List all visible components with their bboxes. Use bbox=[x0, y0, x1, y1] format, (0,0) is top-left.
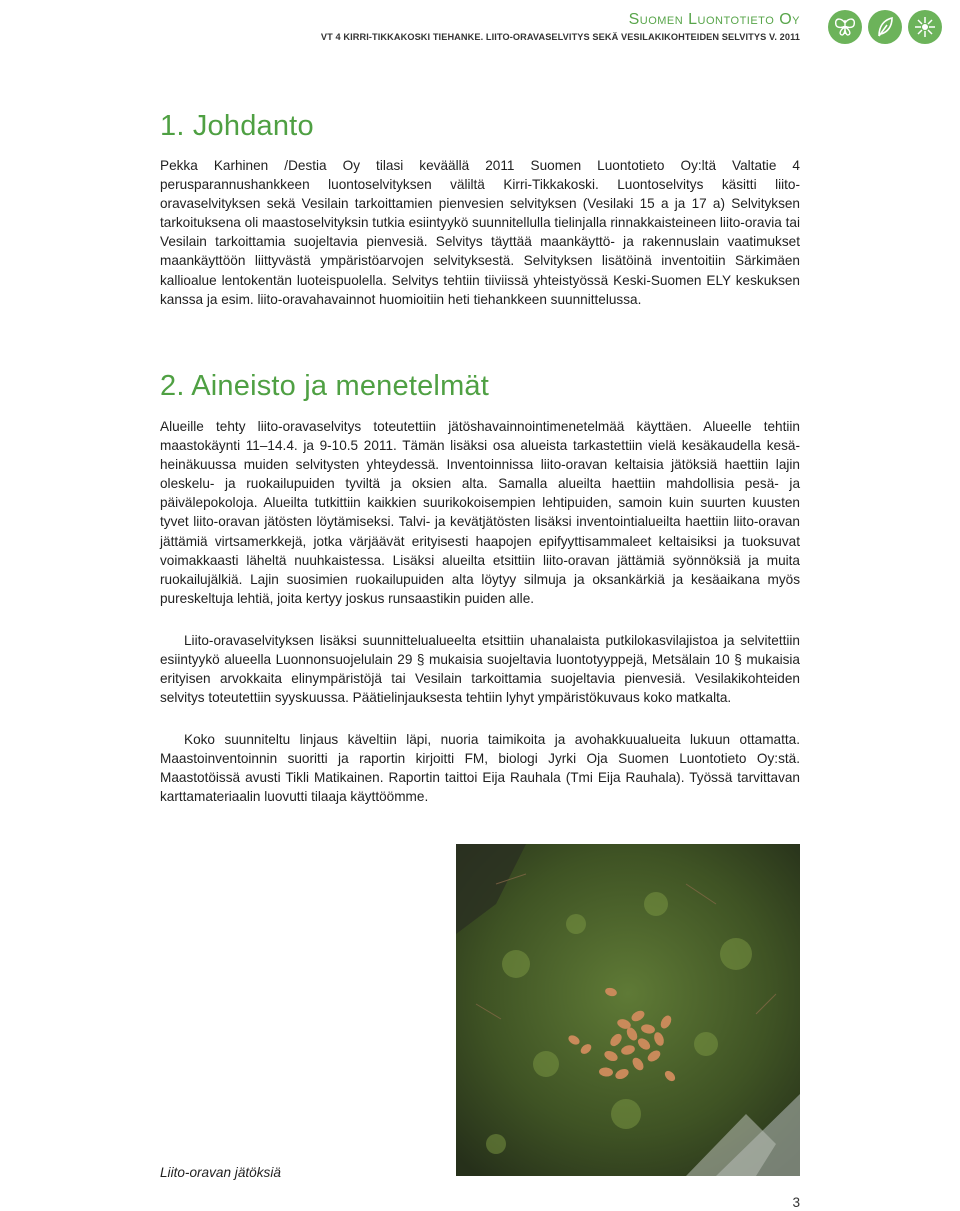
figure-photo bbox=[456, 844, 800, 1176]
butterfly-icon bbox=[828, 10, 862, 44]
section-heading-aineisto: 2. Aineisto ja menetelmät bbox=[160, 370, 490, 402]
brand-name: Suomen Luontotieto Oy bbox=[628, 11, 800, 28]
flower-icon bbox=[908, 10, 942, 44]
paragraph-johdanto: Pekka Karhinen /Destia Oy tilasi keväällä 2011 Suomen Luontotieto Oy:ltä Valtatie 4 perusparannushankkeen luontoselvityksen väliltä Kirri-Tikkakoski. Luontoselvitys käsitti liito-oravaselvityksen sekä Vesilain tarkoittamien pienvesien selvityksen (Vesilaki 15 a ja 17 a) Selvityksen tarkoituksena oli maastoselvityksin tutkia esiintyykö suunnitellulla tielinjalla rinnakkaisteineen liito-oravia tai Vesilain tarkoittamia suojeltavia pienvesiä. Selvitys täyttää maankäyttö- ja rakennuslain vaatimukset maankäyttöön liittyvästä ympäristöarvojen selvityksestä. Selvityksen lisätöinä inventoitiin Särkimäen kallioalue lentokentän luoteispuolella. Selvitys tehtiin tiiviissä yhteistyössä Keski-Suomen ELY keskuksen kanssa ja esim. liito-oravahavainnot huomioitiin heti tiehankkeen suunnittelussa. bbox=[160, 158, 800, 307]
paragraph-aineisto-2: Liito-oravaselvityksen lisäksi suunnittelualueelta etsittiin uhanalaista putkilokasvilajistoa ja selvitettiin esiintyykö alueella Luonnonsuojelulain 29 § mukaisia suojeltavia luontotyyppejä, Metsälain 10 § mukaisia erityisen arvokkaita elinympäristöjä tai Vesilain tarkoittamia suojeltavia pienvesiä. Vesilakikohteiden selvitys toteutettiin syyskuussa. Päätielinjauksesta tehtiin lyhyt ympäristökuvaus koko matkalta. bbox=[160, 633, 800, 706]
paragraph-aineisto-1: Alueille tehty liito-oravaselvitys toteutettiin jätöshavainnointimenetelmää käyttäen. Alueelle tehtiin maastokäynti 11–14.4. ja 9-10.5 2011. Tämän lisäksi osa alueista tarkastettiin vielä kesäkaudella kesä-heinäkuussa muiden selvitysten yhteydessä. Inventoinnissa liito-oravan keltaisia jätöksiä haettiin lajin oleskelu- ja ruokailupuiden tyviltä ja oksien alta. Samalla alueilta haettiin mahdollisia pesä- ja päivälepokoloja. Alueilta tutkittiin kaikkien suurikokoisempien lehtipuiden, samoin kuin suurten kuusten tyvet liito-oravan jätösten löytämiseksi. Talvi- ja kevätjätösten lisäksi inventointialueilta haettiin liito-oravan jättämiä virtsamerkkejä, jotka värjäävät erityisesti haapojen epifyyttisammaleet keltaisiksi ja tuoksuvat voimakkaasti läheltä nuuhkaistessa. Lisäksi alueilta etsittiin liito-oravan jättämiä syönnöksiä ja muita ruokailujälkiä. Lajin suosimien ruokailupuiden alta löytyy silmuja ja oksankärkiä ja kesäaikana myös pureskeltuja lehtiä, joita kertyy joskus runsaastikin puiden alle. bbox=[160, 419, 800, 606]
logo-group bbox=[828, 10, 942, 44]
leaf-icon bbox=[868, 10, 902, 44]
page-number: 3 bbox=[792, 1195, 800, 1210]
moss-droppings-image bbox=[456, 844, 800, 1176]
paragraph-aineisto-3: Koko suunniteltu linjaus käveltiin läpi, nuoria taimikoita ja avohakkuualueita lukuun ottamatta. Maastoinventoinnin suoritti ja raportin kirjoitti FM, biologi Jyrki Oja Suomen Luontotieto Oy:stä. Maastotöissä avusti Tikli Matikainen. Raportin taittoi Eija Rauhala (Tmi Eija Rauhala). Työssä tarvittavan karttamateriaalin luovutti tilaaja käyttöömme. bbox=[160, 732, 800, 805]
section-heading-johdanto: 1. Johdanto bbox=[160, 110, 314, 142]
page-header bbox=[0, 0, 960, 52]
report-subtitle: VT 4 KIRRI-TIKKAKOSKI TIEHANKE. LIITO-ORAVASELVITYS SEKÄ VESILAKIKOHTEIDEN SELVITYS V. 2011 bbox=[320, 32, 800, 42]
figure-caption: Liito-oravan jätöksiä bbox=[160, 1165, 281, 1180]
